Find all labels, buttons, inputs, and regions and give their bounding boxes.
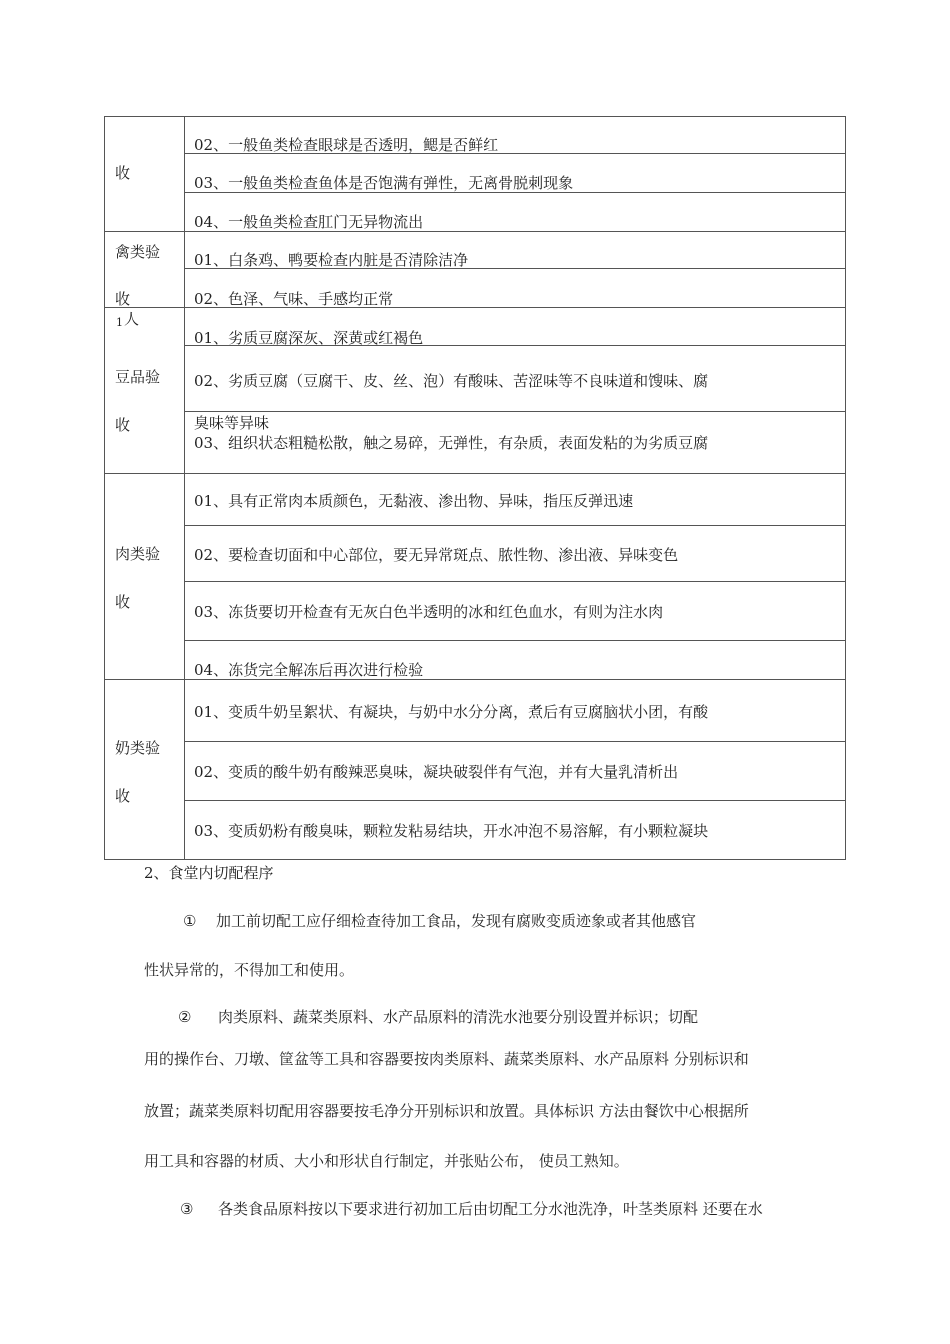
table-section-divider [104,231,846,232]
table-row-divider [184,525,846,526]
category-label: 豆品验 [115,368,161,386]
paragraph-line: 各类食品原料按以下要求进行初加工后由切配工分水池洗净，叶茎类原料 还要在水 [218,1200,763,1218]
table-column-divider [184,116,185,860]
paragraph-line: 肉类原料、蔬菜类原料、水产品原料的清洗水池要分别设置并标识；切配 [218,1008,699,1026]
category-label: 禽类验 [115,243,161,261]
list-marker: ③ [180,1200,194,1218]
paragraph-line: 放置；蔬菜类原料切配用容器要按毛净分开别标识和放置。具体标识 方法由餐饮中心根据所 [144,1102,749,1120]
paragraph-line: 性状异常的，不得加工和使用。 [144,961,355,979]
paragraph-line: 用工具和容器的材质、大小和形状自行制定，并张贴公布， 使员工熟知。 [144,1152,629,1170]
table-cell: 02、变质的酸牛奶有酸辣恶臭味，凝块破裂伴有气泡，并有大量乳清析出 [194,763,679,781]
table-cell: 03、变质奶粉有酸臭味，颗粒发粘易结块，开水冲泡不易溶解，有小颗粒凝块 [194,822,709,840]
table-cell: 01、变质牛奶呈絮状、有凝块，与奶中水分分离，煮后有豆腐脑状小团，有酸 [194,703,709,721]
category-prefix: 1 [116,316,123,329]
table-cell: 02、一般鱼类检查眼球是否透明，鳃是否鲜红 [194,136,499,154]
section-heading: 2、食堂内切配程序 [144,864,274,882]
table-cell: 03、一般鱼类检查鱼体是否饱满有弹性，无离骨脱刺现象 [194,174,574,192]
list-marker: ② [178,1008,192,1026]
table-cell: 02、色泽、气味、手感均正常 [194,290,394,308]
table-cell: 01、具有正常肉本质颜色，无黏液、渗出物、异味，指压反弹迅速 [194,492,634,510]
table-row-divider [184,640,846,641]
paragraph-line: 加工前切配工应仔细检查待加工食品，发现有腐败变质迹象或者其他感官 [216,912,697,930]
category-label: 收 [115,164,131,182]
category-label: 收 [115,416,131,434]
table-cell: 04、一般鱼类检查肛门无异物流出 [194,213,424,231]
category-label: 收 [115,787,131,805]
table-row-divider [184,741,846,742]
table-section-divider [104,679,846,680]
table-cell: 03、冻货要切开检查有无灰白色半透明的冰和红色血水，有则为注水肉 [194,603,664,621]
category-label: 收 [115,290,131,308]
table-row-divider [184,411,846,412]
category-label: 奶类验 [115,739,161,757]
table-row-divider [184,800,846,801]
table-section-divider [104,473,846,474]
list-marker: ① [183,912,197,930]
category-label: 人 [124,310,140,328]
table-row-divider [184,192,846,193]
table-cell: 02、要检查切面和中心部位，要无异常斑点、脓性物、渗出液、异味变色 [194,546,679,564]
table-cell: 01、白条鸡、鸭要检查内脏是否清除洁净 [194,251,469,269]
table-row-divider [184,581,846,582]
category-label: 肉类验 [115,545,161,563]
table-cell: 臭味等异味 [194,414,270,432]
paragraph-line: 用的操作台、刀墩、筐盆等工具和容器要按肉类原料、蔬菜类原料、水产品原料 分别标识和 [144,1050,749,1068]
table-cell: 03、组织状态粗糙松散，触之易碎，无弹性，有杂质，表面发粘的为劣质豆腐 [194,434,709,452]
table-cell: 02、劣质豆腐（豆腐干、皮、丝、泡）有酸味、苦涩味等不良味道和馊味、腐 [194,372,709,390]
table-cell: 04、冻货完全解冻后再次进行检验 [194,661,424,679]
category-label: 收 [115,593,131,611]
table-cell: 01、劣质豆腐深灰、深黄或红褐色 [194,329,424,347]
